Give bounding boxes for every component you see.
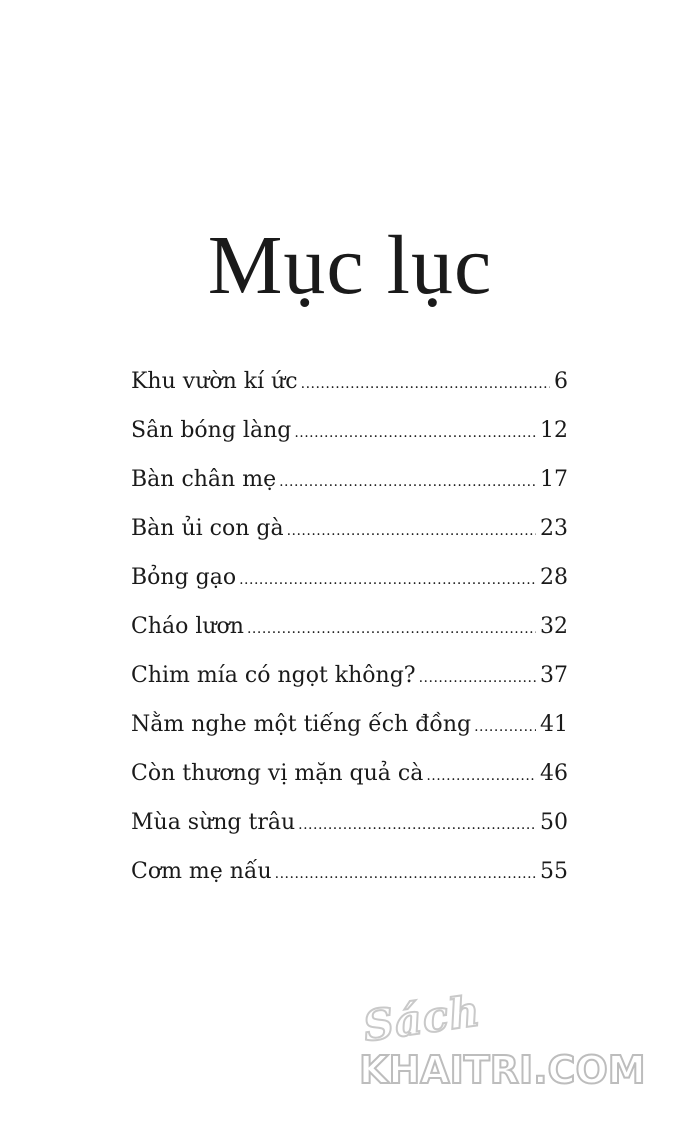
toc-entry [131, 558, 568, 607]
toc-entry [131, 705, 568, 754]
toc-entry-page: 41 [540, 712, 568, 737]
toc-entry [131, 460, 568, 509]
toc-entry-page: 28 [540, 565, 568, 590]
toc-entry-title: Sân bóng làng [131, 418, 292, 443]
toc-entry-page: 17 [540, 467, 568, 492]
toc-entry-title: Nằm nghe một tiếng ếch đồng [131, 712, 472, 737]
table-of-contents [131, 362, 568, 901]
dot-leader [247, 609, 536, 649]
toc-entry-page: 55 [540, 859, 568, 884]
toc-entry-page: 32 [540, 614, 568, 639]
toc-entry-title: Chim mía có ngọt không? [131, 663, 416, 688]
dot-leader [294, 413, 536, 453]
watermark-brand-text: KHAITRI.COM [359, 1048, 646, 1092]
toc-entry-page: 6 [554, 369, 568, 394]
toc-entry-title: Bỏng gạo [131, 565, 237, 590]
dot-leader [474, 707, 536, 747]
toc-entry-title: Khu vườn kí ức [131, 369, 298, 394]
dot-leader [419, 658, 536, 698]
dot-leader [301, 364, 550, 404]
dot-leader [298, 805, 536, 845]
dot-leader [279, 462, 536, 502]
toc-entry [131, 803, 568, 852]
watermark-script-text: Sách [360, 986, 484, 1051]
dot-leader [275, 854, 536, 894]
toc-entry-title: Bàn chân mẹ [131, 467, 277, 492]
dot-leader [239, 560, 536, 600]
dot-leader [426, 756, 536, 796]
toc-entry [131, 607, 568, 656]
toc-entry-page: 50 [540, 810, 568, 835]
page-title: Mục lục [207, 219, 493, 313]
toc-entry-title: Cháo lươn [131, 614, 244, 639]
toc-entry [131, 852, 568, 901]
toc-entry [131, 656, 568, 705]
toc-entry-title: Còn thương vị mặn quả cà [131, 761, 424, 786]
toc-entry [131, 509, 568, 558]
toc-entry [131, 754, 568, 803]
toc-entry-page: 46 [540, 761, 568, 786]
toc-entry-title: Cơm mẹ nấu [131, 859, 272, 884]
watermark-logo [355, 986, 690, 1112]
toc-entry-page: 12 [540, 418, 568, 443]
toc-entry-page: 37 [540, 663, 568, 688]
toc-entry-page: 23 [540, 516, 568, 541]
toc-entry [131, 411, 568, 460]
dot-leader [287, 511, 536, 551]
toc-entry-title: Mùa sừng trâu [131, 810, 296, 835]
toc-entry-title: Bàn ủi con gà [131, 516, 284, 541]
toc-entry [131, 362, 568, 411]
